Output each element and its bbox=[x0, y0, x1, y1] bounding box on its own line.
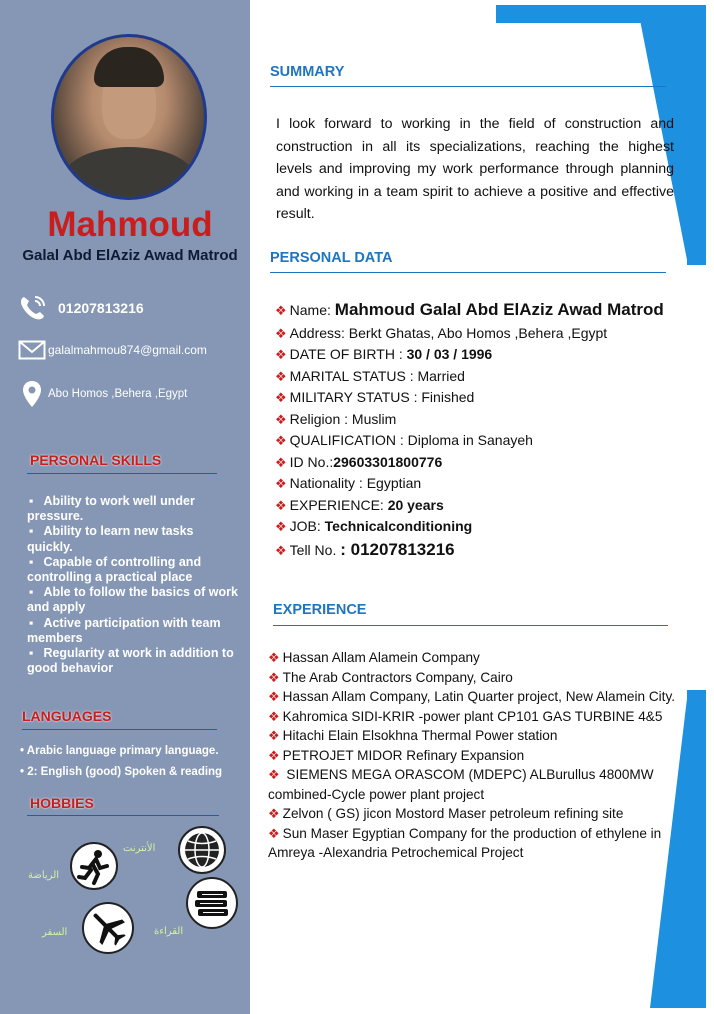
hobbies-heading: HOBBIES bbox=[30, 795, 94, 811]
summary-divider bbox=[270, 86, 666, 87]
contact-email[interactable] bbox=[18, 340, 207, 360]
pd-name-value: Mahmoud Galal Abd ElAziz Awad Matrod bbox=[334, 300, 664, 319]
pd-qualification: ❖ QUALIFICATION : Diploma in Sanayeh bbox=[275, 432, 533, 448]
experience-item: ❖ The Arab Contractors Company, Cairo bbox=[268, 669, 513, 685]
experience-item: ❖ SIEMENS MEGA ORASCOM (MDEPC) ALBurullus 4800MW combined-Cycle power plant project bbox=[268, 767, 654, 802]
address-text: Abo Homos ,Behera ,Egypt bbox=[48, 388, 188, 400]
skills-heading: PERSONAL SKILLS bbox=[30, 452, 162, 468]
pd-religion: ❖ Religion : Muslim bbox=[275, 410, 397, 427]
pd-dob: ❖ DATE OF BIRTH : 30 / 03 / 1996 bbox=[275, 346, 493, 362]
pd-tell: ❖ Tell No. : 01207813216 bbox=[275, 539, 455, 559]
pd-address: ❖ Address: Berkt Ghatas, Abo Homos ,Behera ,Egypt bbox=[275, 324, 608, 341]
books-icon bbox=[186, 877, 238, 929]
runner-icon bbox=[70, 842, 118, 890]
hobby-travel-label: السفر bbox=[42, 927, 68, 938]
skill-item: ▪ Active participation with team members bbox=[27, 616, 242, 646]
experience-item: ❖ Kahromica SIDI-KRIR -power plant CP101 GAS TURBINE 4&5 bbox=[268, 708, 663, 724]
decorative-right-bar-top bbox=[687, 5, 706, 265]
personal-data-list bbox=[275, 300, 664, 561]
pd-id: ❖ ID No.:29603301800776 bbox=[275, 453, 443, 470]
email-text: galalmahmou874@gmail.com bbox=[48, 343, 207, 357]
hobby-sports-label: الرياضة bbox=[28, 870, 60, 881]
hobby-reading-label: القراءة bbox=[154, 926, 184, 937]
experience-divider bbox=[273, 625, 668, 626]
experience-item: ❖ Hassan Allam Company, Latin Quarter project, New Alamein City. bbox=[268, 689, 676, 704]
sidebar bbox=[0, 0, 250, 1014]
personal-data-divider bbox=[270, 272, 666, 273]
experience-list bbox=[268, 648, 708, 863]
experience-heading: EXPERIENCE bbox=[273, 602, 367, 618]
language-item: • 2: English (good) Spoken & reading bbox=[20, 766, 223, 778]
experience-item: ❖ Hitachi Elain Elsokhna Thermal Power station bbox=[268, 728, 558, 743]
skills-divider bbox=[27, 473, 217, 474]
languages-divider bbox=[22, 729, 217, 730]
language-item: • Arabic language primary language. bbox=[20, 745, 219, 757]
pd-job: ❖ JOB: Technicalconditioning bbox=[275, 518, 473, 534]
summary-heading: SUMMARY bbox=[270, 64, 345, 80]
pd-nationality: ❖ Nationality : Egyptian bbox=[275, 475, 422, 491]
pd-name: ❖ Name: Mahmoud Galal Abd ElAziz Awad Matrod bbox=[275, 300, 664, 319]
skills-list bbox=[27, 494, 242, 676]
pd-marital: ❖ MARITAL STATUS : Married bbox=[275, 367, 465, 384]
first-name: Mahmoud bbox=[47, 205, 213, 244]
envelope-icon bbox=[18, 340, 46, 360]
phone-text: 01207813216 bbox=[58, 300, 144, 316]
phone-icon bbox=[18, 294, 48, 322]
skill-item: ▪ Regularity at work in addition to good behavior bbox=[27, 646, 242, 676]
profile-photo bbox=[51, 34, 207, 200]
skill-item: ▪ Ability to learn new tasks quickly. bbox=[27, 524, 242, 554]
airplane-icon bbox=[82, 902, 134, 954]
languages-heading: LANGUAGES bbox=[22, 708, 112, 724]
contact-phone[interactable] bbox=[18, 294, 144, 322]
experience-item: ❖ PETROJET MIDOR Refinary Expansion bbox=[268, 747, 525, 763]
globe-icon bbox=[178, 826, 226, 874]
experience-item: ❖ Hassan Allam Alamein Company bbox=[268, 650, 480, 665]
languages-list bbox=[20, 741, 222, 783]
pd-experience: ❖ EXPERIENCE: 20 years bbox=[275, 496, 444, 513]
skill-item: ▪ Capable of controlling and controlling a practical place bbox=[27, 555, 242, 585]
skill-item: ▪ Able to follow the basics of work and apply bbox=[27, 585, 242, 615]
contact-address bbox=[22, 380, 187, 408]
skill-item: ▪ Ability to work well under pressure. bbox=[27, 494, 242, 524]
hobbies-divider bbox=[27, 815, 219, 816]
personal-data-heading: PERSONAL DATA bbox=[270, 250, 393, 266]
experience-item: ❖ Zelvon ( GS) jicon Mostord Maser petroleum refining site bbox=[268, 806, 624, 821]
location-pin-icon bbox=[22, 380, 42, 408]
experience-item: ❖ Sun Maser Egyptian Company for the production of ethylene in Amreya -Alexandria Petrochemical Project bbox=[268, 825, 662, 860]
full-name: Galal Abd ElAziz Awad Matrod bbox=[22, 247, 238, 264]
hobby-internet-label: الأنترنت bbox=[123, 843, 156, 854]
summary-text: I look forward to working in the field of construction and construction in all its specializations, reaching the highest levels and improving my work performance through planning and working in a team spirit to achieve a positive and effective result. bbox=[276, 116, 674, 223]
pd-military: ❖ MILITARY STATUS : Finished bbox=[275, 389, 475, 405]
